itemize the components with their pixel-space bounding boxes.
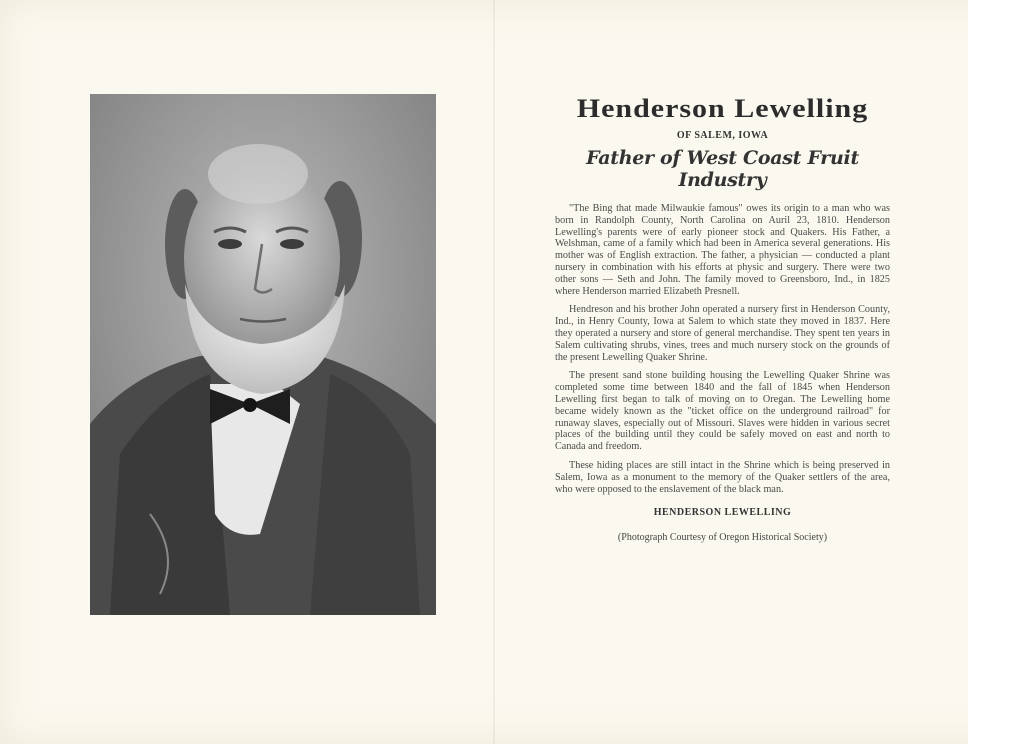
article <box>555 92 890 543</box>
page-edge <box>968 0 1024 744</box>
article-title: Henderson Lewelling <box>576 94 869 124</box>
article-tagline: Father of West Coast Fruit Industry <box>586 147 859 191</box>
photo-credit: (Photograph Courtesy of Oregon Historical Society) <box>617 532 828 544</box>
portrait-photo <box>90 94 436 615</box>
fold-crease <box>493 0 495 744</box>
article-subtitle: OF SALEM, IOWA <box>676 130 769 141</box>
article-paragraph-4: These hiding places are still intact in the Shrine which is being preserved in Salem, Iowa as a monument to the memory of the Quaker settlers of the area, who were opposed to the enslavement of the black man. <box>555 459 890 495</box>
name-caption: HENDERSON LEWELLING <box>653 507 792 519</box>
portrait-photo-icon <box>90 94 436 615</box>
article-paragraph-1: "The Bing that made Milwaukie famous" owes its origin to a man who was born in Randolph County, North Carolina on Auril 23, 1810. Henderson Lewelling's parents were of early pioneer stock and Quakers. His Father, a Welshman, came of a family which had been in America several generations. His mother was of English extraction. The father, a physician — conducted a plant nursery in combination with his efforts at physic and surgery. There were two other sons — Seth and John. The family moved to Greensboro, Ind., in 1825 where Henderson married Elizabeth Presnell. <box>555 203 890 297</box>
article-paragraph-2: Hendreson and his brother John operated a nursery first in Henderson County, Ind., in Henry County, Iowa at Salem to which state they moved in 1837. Here they operated a nursery and store of general merchandise. They spent ten years in Salem cultivating shrubs, vines, trees and much nursery stock on the grounds of the present Lewelling Quaker Shrine. <box>555 304 890 363</box>
article-paragraph-3: The present sand stone building housing the Lewelling Quaker Shrine was completed some time between 1840 and the fall of 1845 when Henderson Lewelling first began to talk of moving on to Oregan. The Lewelling home became widely known as the "ticket office on the underground railroad" for runaway slaves, especially out of Missouri. Slaves were hidden in various secret places of the building until they could be safely moved on east and north to Canada and freedom. <box>555 370 890 453</box>
